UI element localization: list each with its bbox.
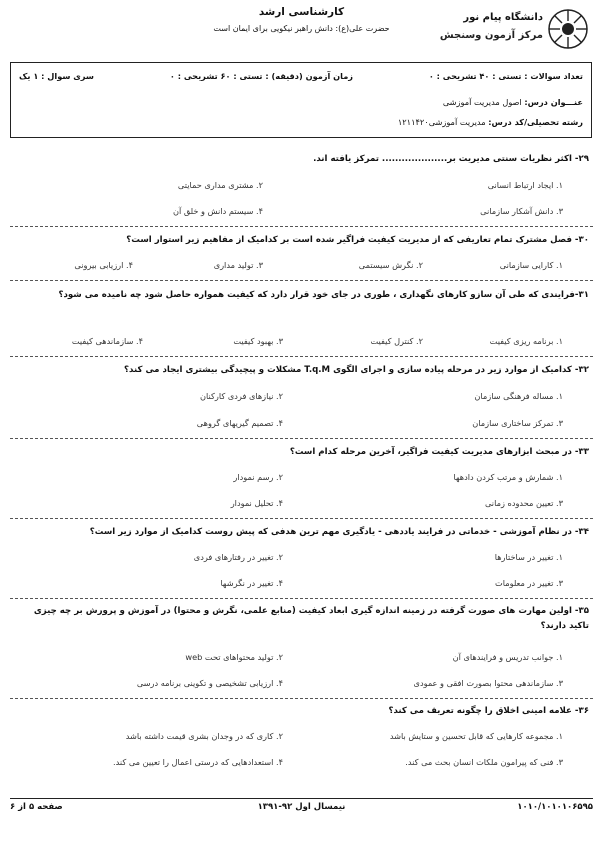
header bbox=[0, 0, 603, 62]
q33-option-4[interactable]: ۴. تحلیل نمودار bbox=[230, 498, 283, 508]
divider bbox=[10, 280, 593, 281]
q29-option-3[interactable]: ۳. دانش آشکار سازمانی bbox=[480, 206, 563, 216]
divider bbox=[10, 356, 593, 357]
q31-option-1[interactable]: ۱. برنامه ریزی کیفیت bbox=[489, 336, 563, 346]
q29-option-4[interactable]: ۴. سیستم دانش و خلق آن bbox=[172, 206, 263, 216]
exam-center-name: مرکز آزمون وسنجش bbox=[439, 30, 543, 41]
q34-option-4[interactable]: ۴. تغییر در نگرشها bbox=[220, 578, 283, 588]
course-title-row bbox=[443, 97, 583, 107]
q34-option-1[interactable]: ۱. تغییر در ساختارها bbox=[494, 552, 563, 562]
question-count: تعداد سوالات : تستی : ۴۰ تشریحی : ۰ bbox=[428, 71, 583, 81]
page-footer bbox=[10, 798, 593, 816]
q33-option-1[interactable]: ۱. شمارش و مرتب کردن دادهها bbox=[453, 472, 563, 482]
q31-option-3[interactable]: ۳. بهبود کیفیت bbox=[233, 336, 283, 346]
q33-option-3[interactable]: ۳. تعیین محدوده زمانی bbox=[484, 498, 563, 508]
question-33: ۳۳- در مبحث ابزارهای مدیریت کیفیت فراگیر، آخرین مرحله کدام است؟ bbox=[289, 447, 589, 457]
q35-option-3[interactable]: ۳. سازماندهی محتوا بصورت افقی و عمودی bbox=[413, 678, 563, 688]
divider bbox=[10, 518, 593, 519]
q33-option-2[interactable]: ۲. رسم نمودار bbox=[233, 472, 283, 482]
q31-option-2[interactable]: ۲. کنترل کیفیت bbox=[370, 336, 423, 346]
exam-level: کارشناسی ارشد bbox=[258, 6, 345, 18]
q36-option-1[interactable]: ۱. مجموعه کارهایی که قابل تحسین و ستایش باشد bbox=[389, 731, 563, 741]
q34-option-2[interactable]: ۲. تغییر در رفتارهای فردی bbox=[193, 552, 283, 562]
semester: نیمسال اول ۹۲-۱۳۹۱ bbox=[257, 802, 346, 812]
q30-option-3[interactable]: ۳. تولید مداری bbox=[213, 260, 263, 270]
header-quote: حضرت علی(ع): دانش راهبر نیکویی برای ایمان است bbox=[213, 24, 390, 33]
q29-option-1[interactable]: ۱. ایجاد ارتباط انسانی bbox=[487, 180, 563, 190]
question-35: ۳۵- اولین مهارت های صورت گرفته در زمینه اندازه گیری ابعاد کیفیت (منابع علمی، نگرش و محتوا) در آموزش و پرورش بر چه چیزی تاکید دارند؟ bbox=[33, 606, 589, 631]
course-title-label: عنـــوان درس: bbox=[524, 97, 583, 107]
field-code-row bbox=[398, 117, 583, 127]
question-36: ۳۶- علامه امینی اخلاق را چگونه تعریف می کند؟ bbox=[388, 706, 589, 716]
q36-option-2[interactable]: ۲. کاری که در وجدان بشری قیمت داشته باشد bbox=[125, 731, 283, 741]
question-30: ۳۰- فصل مشترک تمام تعاریفی که از مدیریت کیفیت فراگیر شده است بر کدامیک از مفاهیم زیر استوار است؟ bbox=[126, 235, 589, 245]
q31-option-4[interactable]: ۴. سازماندهی کیفیت bbox=[71, 336, 143, 346]
course-title-value: اصول مدیریت آموزشی bbox=[442, 97, 522, 107]
q34-option-3[interactable]: ۳. تغییر در معلومات bbox=[495, 578, 563, 588]
q35-option-2[interactable]: ۲. تولید محتواهای تحت web bbox=[185, 652, 283, 662]
page-number: صفحه ۵ از ۶ bbox=[10, 802, 63, 812]
q30-option-2[interactable]: ۲. نگرش سیستمی bbox=[358, 260, 423, 270]
q30-option-1[interactable]: ۱. کارایی سازمانی bbox=[499, 260, 563, 270]
q35-option-4[interactable]: ۴. ارزیابی تشخیصی و تکوینی برنامه درسی bbox=[136, 678, 283, 688]
q36-option-3[interactable]: ۳. فنی که پیرامون ملکات انسان بحث می کند. bbox=[405, 757, 563, 767]
question-31: ۳۱-فرایندی که طی آن سازو کارهای نگهداری ، طوری در جای خود قرار دارد که کیفیت همواره حاصل شود چه نامیده می شود؟ bbox=[58, 290, 589, 300]
q29-option-2[interactable]: ۲. مشتری مداری حمایتی bbox=[177, 180, 263, 190]
q32-option-2[interactable]: ۲. نیازهای فردی کارکنان bbox=[200, 391, 283, 401]
divider bbox=[10, 226, 593, 227]
q30-option-4[interactable]: ۴. ارزیابی بیرونی bbox=[74, 260, 133, 270]
exam-info-box bbox=[10, 62, 592, 138]
q32-option-4[interactable]: ۴. تصمیم گیریهای گروهی bbox=[196, 418, 283, 428]
divider bbox=[10, 698, 593, 699]
university-name: دانشگاه پیام نور bbox=[463, 12, 543, 23]
question-29: ۲۹- اکثر نظریات سنتی مدیریت بر.................... تمرکز یافته اند. bbox=[313, 154, 589, 164]
field-code-label: رشته تحصیلی/کد درس: bbox=[488, 117, 583, 127]
divider bbox=[10, 438, 593, 439]
question-34: ۳۴- در نظام آموزشی - خدماتی در فرایند یاددهی - یادگیری مهم ترین هدفی که پیش روست کدامیک از موارد زیر است؟ bbox=[89, 527, 589, 537]
field-code-value: مدیریت آموزشی۱۲۱۱۴۲۰ bbox=[397, 117, 486, 127]
q36-option-4[interactable]: ۴. استعدادهایی که درستی اعمال را تعیین می کند. bbox=[112, 757, 283, 767]
q35-option-1[interactable]: ۱. جوانب تدریس و فرایندهای آن bbox=[452, 652, 563, 662]
question-series: سری سوال : ۱ یک bbox=[19, 71, 94, 81]
exam-code: ۱۰۱۰/۱۰۱۰۱۰۶۵۹۵ bbox=[517, 802, 593, 812]
q32-option-1[interactable]: ۱. مساله فرهنگی سازمان bbox=[474, 391, 563, 401]
exam-time: زمان آزمون (دقیقه) : تستی : ۶۰ تشریحی : ۰ bbox=[169, 71, 353, 81]
q32-option-3[interactable]: ۳. تمرکز ساختاری سازمان bbox=[472, 418, 563, 428]
divider bbox=[10, 598, 593, 599]
question-32: ۳۲- کدامیک از موارد زیر در مرحله پیاده سازی و اجرای الگوی T.q.M مشکلات و پیچیدگی بیشتری ایجاد می کند؟ bbox=[124, 365, 589, 375]
